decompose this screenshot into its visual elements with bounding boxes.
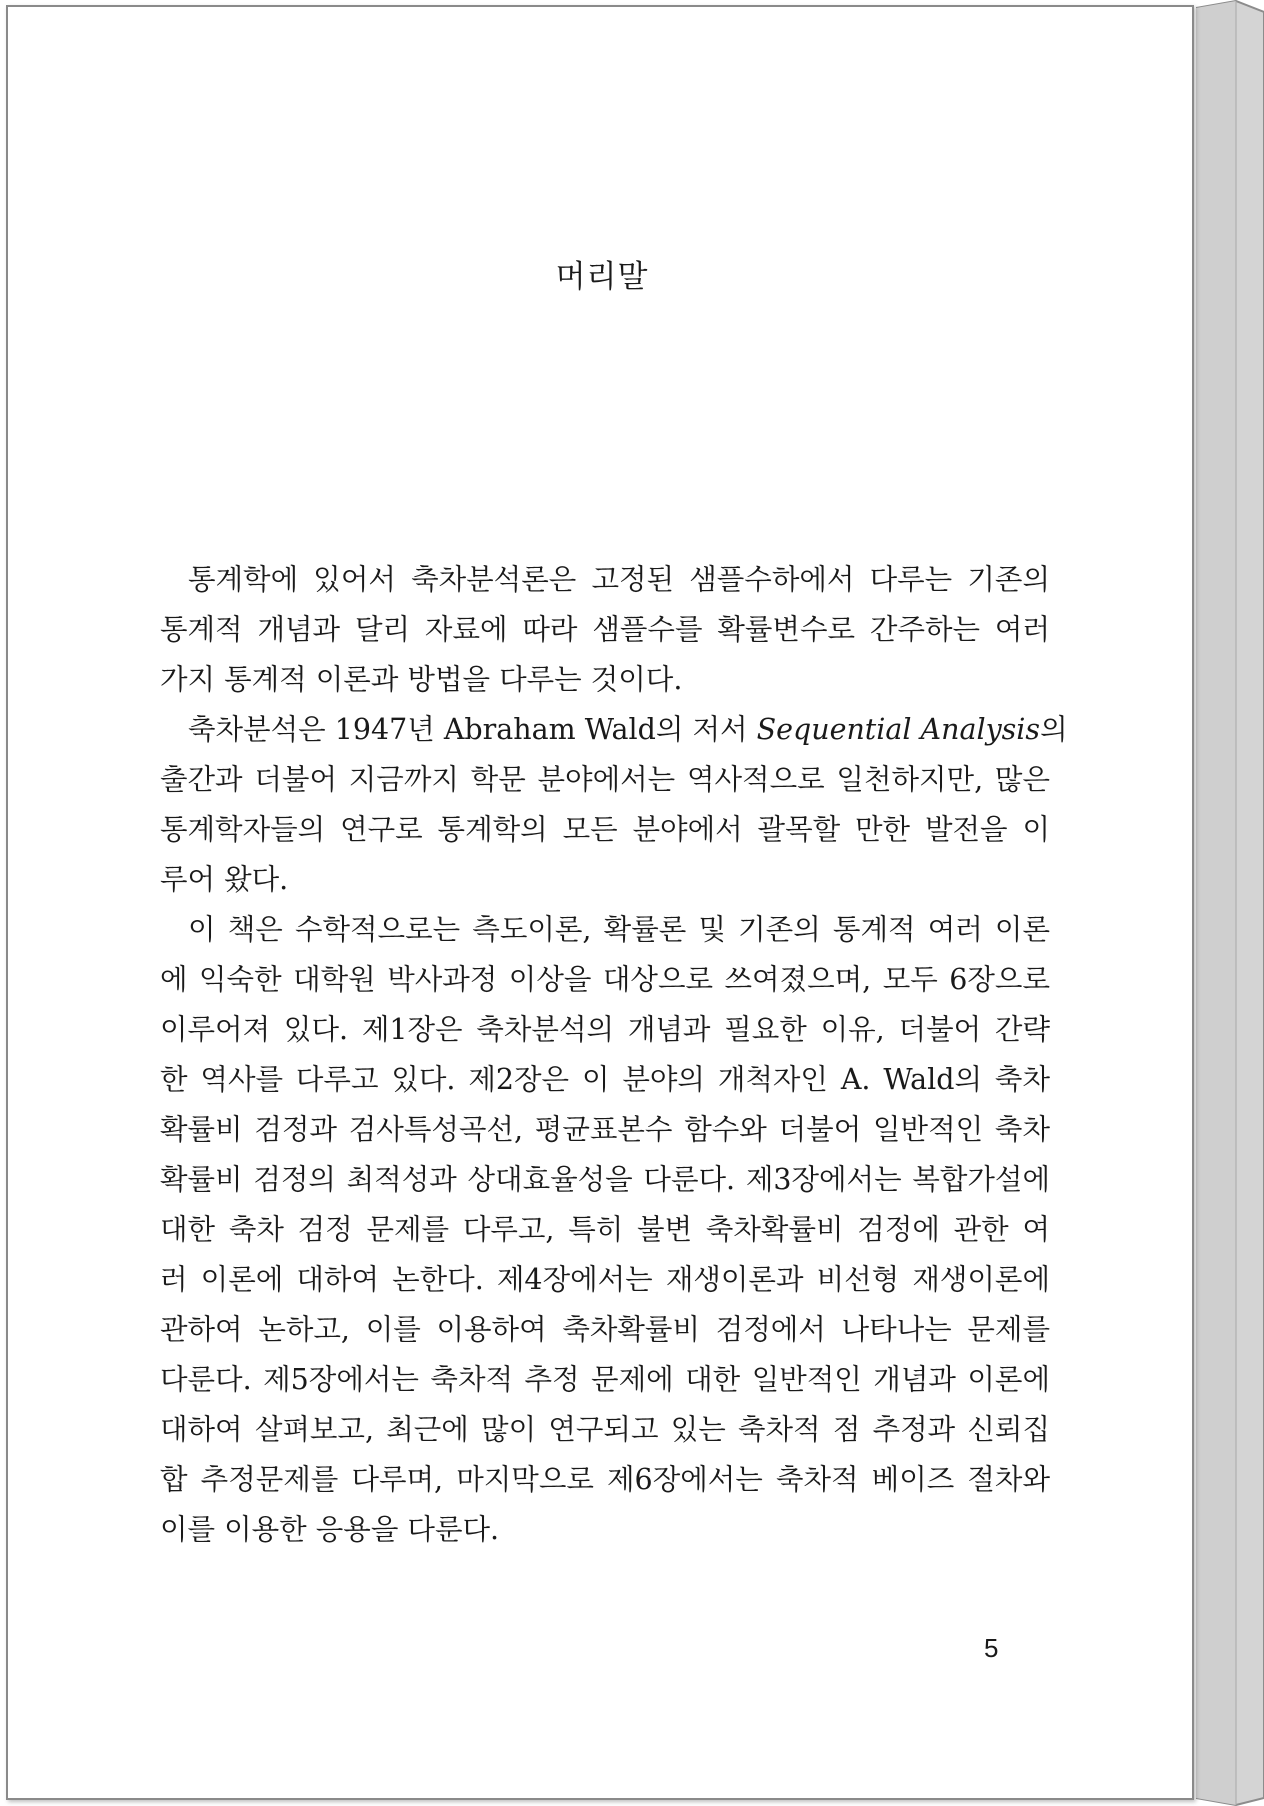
book-side-edge <box>1196 0 1264 1806</box>
paragraph-3-line-13: 이를 이용한 응용을 다룬다. <box>160 1513 500 1546</box>
paragraph-2-line-3: 통계학자들의 연구로 통계학의 모든 분야에서 괄목할 만한 발전을 이 <box>160 813 1050 846</box>
paragraph-3-line-10: 다룬다. 제5장에서는 축차적 추정 문제에 대한 일반적인 개념과 이론에 <box>160 1363 1050 1396</box>
book-title-italic: Sequential Analysis <box>756 713 1041 746</box>
paragraph-3-line-12: 합 추정문제를 다루며, 마지막으로 제6장에서는 축차적 베이즈 절차와 <box>160 1463 1050 1496</box>
paragraph-3-line-9: 관하여 논하고, 이를 이용하여 축차확률비 검정에서 나타나는 문제를 <box>160 1313 1050 1346</box>
paragraph-2-prefix: 축차분석은 1947년 Abraham Wald의 저서 <box>188 713 757 746</box>
paragraph-2-line-4: 루어 왔다. <box>160 863 289 896</box>
paragraph-1-line-2: 통계적 개념과 달리 자료에 따라 샘플수를 확률변수로 간주하는 여러 <box>160 613 1050 646</box>
paragraph-2-line-1 <box>160 705 1068 755</box>
paragraph-3-line-2: 에 익숙한 대학원 박사과정 이상을 대상으로 쓰여졌으며, 모두 6장으로 <box>160 963 1050 996</box>
paragraph-3-line-8: 러 이론에 대하여 논한다. 제4장에서는 재생이론과 비선형 재생이론에 <box>160 1263 1050 1296</box>
preface-body <box>160 555 1068 1555</box>
paragraph-3-line-6: 확률비 검정의 최적성과 상대효율성을 다룬다. 제3장에서는 복합가설에 <box>160 1163 1050 1196</box>
paragraph-3-line-7: 대한 축차 검정 문제를 다루고, 특히 불변 축차확률비 검정에 관한 여 <box>160 1213 1050 1246</box>
page-number: 5 <box>984 1633 999 1663</box>
paragraph-2-suffix: 의 <box>1040 713 1068 746</box>
paragraph-3-line-5: 확률비 검정과 검사특성곡선, 평균표본수 함수와 더불어 일반적인 축차 <box>160 1113 1050 1146</box>
paragraph-2-line-2: 출간과 더불어 지금까지 학문 분야에서는 역사적으로 일천하지만, 많은 <box>160 763 1050 796</box>
paragraph-3-line-3: 이루어져 있다. 제1장은 축차분석의 개념과 필요한 이유, 더불어 간략 <box>160 1013 1050 1046</box>
page-title: 머리말 <box>555 259 649 295</box>
paragraph-3-line-1: 이 책은 수학적으로는 측도이론, 확률론 및 기존의 통계적 여러 이론 <box>188 913 1050 946</box>
paragraph-3-line-11: 대하여 살펴보고, 최근에 많이 연구되고 있는 축차적 점 추정과 신뢰집 <box>160 1413 1050 1446</box>
book-page <box>6 5 1194 1800</box>
paragraph-1-line-3: 가지 통계적 이론과 방법을 다루는 것이다. <box>160 663 683 696</box>
paragraph-3-line-4: 한 역사를 다루고 있다. 제2장은 이 분야의 개척자인 A. Wald의 축차 <box>160 1063 1050 1096</box>
paragraph-1-line-1: 통계학에 있어서 축차분석론은 고정된 샘플수하에서 다루는 기존의 <box>188 563 1050 596</box>
